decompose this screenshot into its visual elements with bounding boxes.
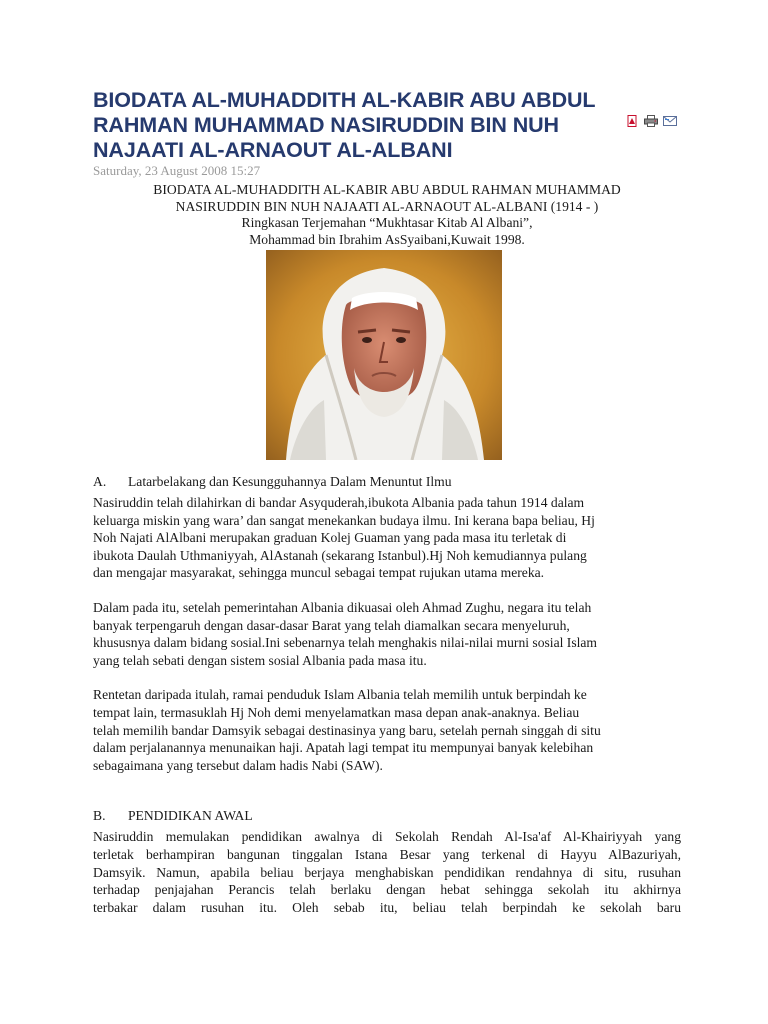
- paragraph: [93, 599, 681, 669]
- section-letter: A.: [93, 474, 107, 489]
- text-line: khususnya dalam bidang sosial.Ini sebenarnya telah menghakis nilai-nilai murni sosial Islam: [93, 635, 597, 651]
- text-line: terhadap penjajahan Perancis telah berlaku dengan hebat sehingga sekolah itu akhirnya: [93, 882, 681, 898]
- text-line: dalam perjalanannya menunaikan haji. Apatah lagi tempat itu mempunyai banyak kelebihan: [93, 740, 594, 756]
- text-line: banyak terpengaruh dengan dasar-dasar Barat yang telah diamalkan secara menyeluruh,: [93, 617, 570, 633]
- title-line: RAHMAN MUHAMMAD NASIRUDDIN BIN NUH: [93, 113, 559, 137]
- text-line: terbakar dalam rusuhan itu. Oleh sebab itu, beliau telah berpindah ke sekolah baru: [93, 899, 681, 915]
- email-icon[interactable]: [663, 115, 677, 127]
- section-title: Latarbelakang dan Kesungguhannya Dalam Menuntut Ilmu: [128, 474, 452, 489]
- text-line: Noh Najati AlAlbani merupakan graduan Kolej Guaman yang pada masa itu terletak di: [93, 530, 567, 546]
- text-line: Nasiruddin memulakan pendidikan awalnya di Sekolah Rendah Al-Isa'af Al-Khairiyyah yang: [93, 829, 681, 845]
- text-line: Dalam pada itu, setelah pemerintahan Albania dikuasai oleh Ahmad Zughu, negara itu telah: [93, 599, 592, 615]
- text-line: terletak berhampiran bangunan tinggalan Istana Besar yang terkenal di Hayyu AlBazuriyah,: [93, 846, 681, 862]
- text-line: tempat lain, termasuklah Hj Noh demi menyelamatkan masa depan anak-anaknya. Beliau: [93, 704, 580, 720]
- subheading-line: Mohammad bin Ibrahim AsSyaibani,Kuwait 1998.: [249, 231, 525, 247]
- article-subheading: [93, 182, 681, 248]
- article-title: [93, 88, 613, 163]
- text-line: sebagaimana yang tersebut dalam hadis Nabi (SAW).: [93, 757, 383, 773]
- section-title: PENDIDIKAN AWAL: [128, 808, 253, 824]
- subheading-line: NASIRUDDIN BIN NUH NAJAATI AL-ARNAOUT AL-ALBANI (1914 - ): [175, 198, 599, 214]
- article: [93, 88, 681, 916]
- title-line: NAJAATI AL-ARNAOUT AL-ALBANI: [93, 138, 453, 162]
- pdf-icon[interactable]: [625, 115, 639, 127]
- article-tools: [625, 115, 677, 127]
- article-date: Saturday, 23 August 2008 15:27: [93, 163, 261, 178]
- paragraph: [93, 686, 681, 774]
- paragraph: [93, 828, 681, 916]
- section-a-heading: [93, 474, 681, 490]
- text-line: Damsyik. Namun, apabila beliau berjaya menghabiskan pendidikan rendahnya di situ, rusuhan: [93, 864, 681, 880]
- section-letter: B.: [93, 808, 106, 824]
- section-b-heading: [93, 808, 681, 824]
- text-line: Nasiruddin telah dilahirkan di bandar Asyquderah,ibukota Albania pada tahun 1914 dalam: [93, 495, 585, 510]
- article-header: [93, 88, 681, 163]
- title-line: BIODATA AL-MUHADDITH AL-KABIR ABU ABDUL: [93, 88, 596, 112]
- text-line: dan mengajar masyarakat, sehingga muncul sebagai tempat rujukan utama mereka.: [93, 565, 545, 581]
- paragraph: [93, 494, 681, 582]
- text-line: yang telah sebati dengan sistem sosial Albania pada masa itu.: [93, 652, 427, 668]
- print-icon[interactable]: [644, 115, 658, 127]
- text-line: ibukota Daulah Uthmaniyyah, AlAstanah (sekarang Istanbul).Hj Noh kemudiannya pulang: [93, 547, 587, 563]
- portrait-photo: [266, 250, 502, 460]
- subheading-line: BIODATA AL-MUHADDITH AL-KABIR ABU ABDUL RAHMAN MUHAMMAD: [153, 182, 621, 197]
- text-line: keluarga miskin yang wara’ dan sangat menekankan budaya ilmu. Ini kerana bapa beliau, Hj: [93, 512, 595, 528]
- text-line: telah memilih bandar Damsyik sebagai destinasinya yang baru, setelah pernah singgah di situ: [93, 722, 601, 738]
- subheading-line: Ringkasan Terjemahan “Mukhtasar Kitab Al Albani”,: [241, 215, 533, 230]
- text-line: Rentetan daripada itulah, ramai penduduk Islam Albania telah memilih untuk berpindah ke: [93, 687, 587, 703]
